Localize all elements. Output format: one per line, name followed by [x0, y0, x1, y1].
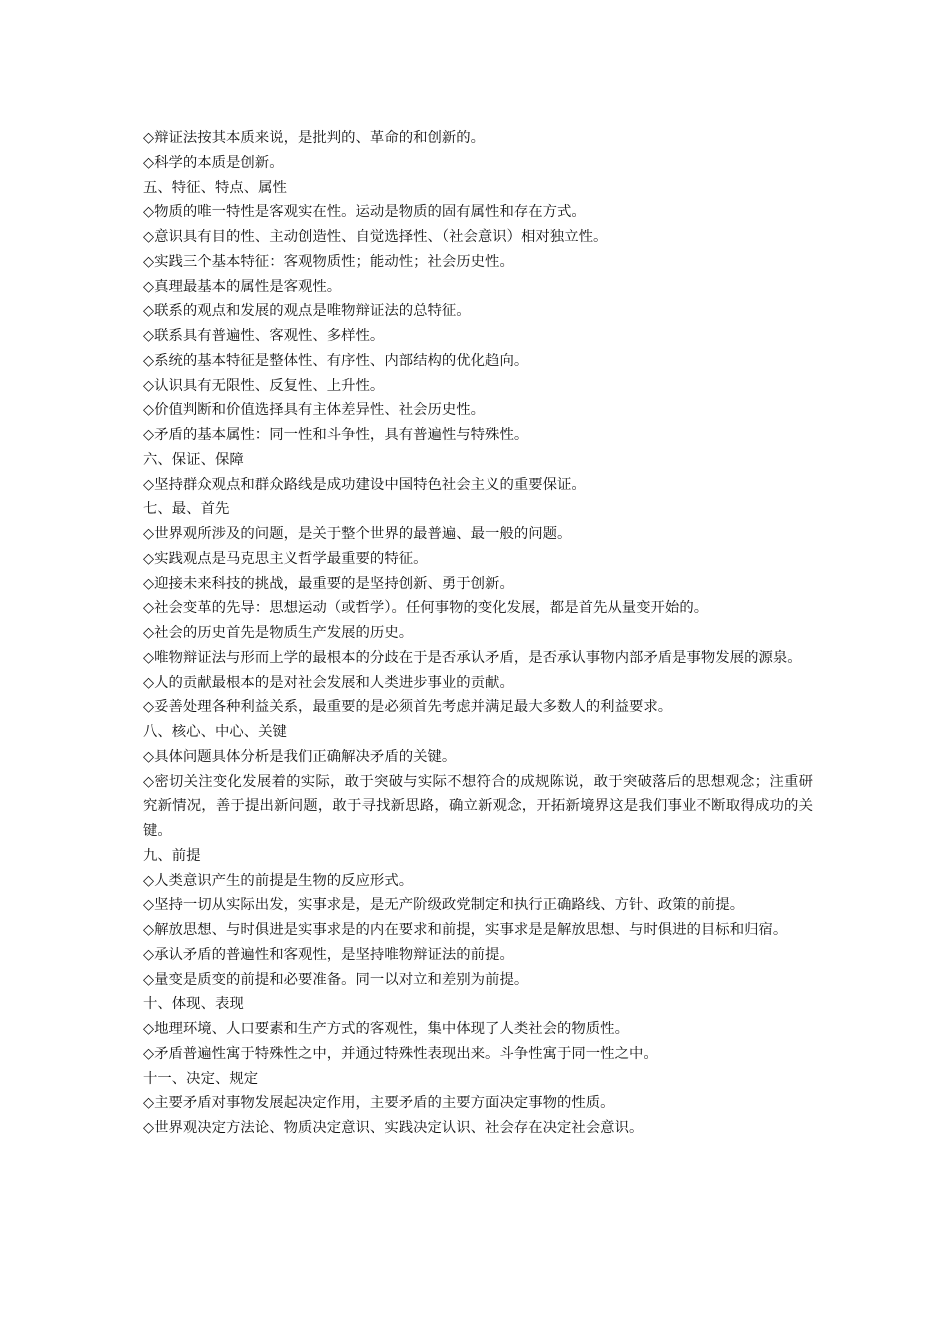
text-line: ◇量变是质变的前提和必要准备。同一以对立和差别为前提。 — [143, 971, 529, 988]
text-line: ◇解放思想、与时俱进是实事求是的内在要求和前提，实事求是是解放思想、与时俱进的目标和归宿。 — [143, 922, 788, 938]
text-line: ◇承认矛盾的普遍性和客观性，是坚持唯物辩证法的前提。 — [143, 946, 514, 963]
text-line: ◇辩证法按其本质来说，是批判的、革命的和创新的。 — [143, 130, 486, 146]
text-line: ◇系统的基本特征是整体性、有序性、内部结构的优化趋向。 — [143, 352, 529, 369]
document-body — [143, 126, 813, 1141]
text-line: ◇坚持一切从实际出发，实事求是，是无产阶级政党制定和执行正确路线、方针、政策的前提。 — [143, 897, 745, 914]
text-line: ◇世界观决定方法论、物质决定意识、实践决定认识、社会存在决定社会意识。 — [143, 1120, 644, 1136]
text-line: ◇价值判断和价值选择具有主体差异性、社会历史性。 — [143, 402, 486, 419]
text-line: ◇社会的历史首先是物质生产发展的历史。 — [143, 625, 414, 641]
text-line: ◇地理环境、人口要素和生产方式的客观性，集中体现了人类社会的物质性。 — [143, 1021, 629, 1037]
text-line: ◇矛盾普遍性寓于特殊性之中，并通过特殊性表现出来。斗争性寓于同一性之中。 — [143, 1045, 658, 1062]
text-line: ◇实践三个基本特征：客观物质性；能动性；社会历史性。 — [143, 253, 514, 270]
section-heading: 六、保证、保障 — [143, 451, 244, 468]
text-line: ◇联系具有普遍性、客观性、多样性。 — [143, 328, 385, 344]
section-heading: 七、最、首先 — [143, 501, 230, 518]
text-line: ◇真理最基本的属性是客观性。 — [143, 278, 342, 295]
text-line: ◇科学的本质是创新。 — [143, 154, 284, 171]
text-line: ◇物质的唯一特性是客观实在性。运动是物质的固有属性和存在方式。 — [143, 204, 586, 221]
text-line: ◇迎接未来科技的挑战，最重要的是坚持创新、勇于创新。 — [143, 575, 514, 592]
text-line: ◇密切关注变化发展着的实际，敢于突破与实际不想符合的成规陈说，敢于突破落后的思想观念；注重研究新情况，善于提出新问题，敢于寻找新思路，确立新观念，开拓新境界这是我们事业不断取得成功的关键。 — [143, 773, 813, 839]
section-heading: 五、特征、特点、属性 — [143, 179, 287, 196]
text-line: ◇妥善处理各种利益关系，最重要的是必须首先考虑并满足最大多数人的利益要求。 — [143, 699, 673, 716]
text-line: ◇意识具有目的性、主动创造性、自觉选择性、（社会意识）相对独立性。 — [143, 229, 608, 245]
text-line: ◇具体问题具体分析是我们正确解决矛盾的关键。 — [143, 748, 457, 765]
section-heading: 十、体现、表现 — [143, 996, 244, 1013]
text-line: ◇实践观点是马克思主义哲学最重要的特征。 — [143, 550, 428, 567]
text-line: ◇坚持群众观点和群众路线是成功建设中国特色社会主义的重要保证。 — [143, 476, 586, 493]
section-heading: 九、前提 — [143, 847, 201, 864]
text-line: ◇社会变革的先导：思想运动（或哲学）。任何事物的变化发展，都是首先从量变开始的。 — [143, 600, 709, 617]
text-line: ◇认识具有无限性、反复性、上升性。 — [143, 377, 385, 394]
section-heading: 八、核心、中心、关键 — [143, 724, 287, 740]
text-line: ◇主要矛盾对事物发展起决定作用，主要矛盾的主要方面决定事物的性质。 — [143, 1095, 615, 1112]
text-line: ◇世界观所涉及的问题，是关于整个世界的最普遍、最一般的问题。 — [143, 526, 572, 542]
text-line: ◇唯物辩证法与形而上学的最根本的分歧在于是否承认矛盾，是否承认事物内部矛盾是事物发展的源泉。 — [143, 649, 802, 666]
text-line: ◇联系的观点和发展的观点是唯物辩证法的总特征。 — [143, 303, 471, 320]
text-line: ◇人的贡献最根本的是对社会发展和人类进步事业的贡献。 — [143, 674, 514, 691]
text-line: ◇矛盾的基本属性：同一性和斗争性，具有普遍性与特殊性。 — [143, 427, 529, 443]
text-line: ◇人类意识产生的前提是生物的反应形式。 — [143, 872, 414, 889]
section-heading: 十一、决定、规定 — [143, 1070, 259, 1087]
